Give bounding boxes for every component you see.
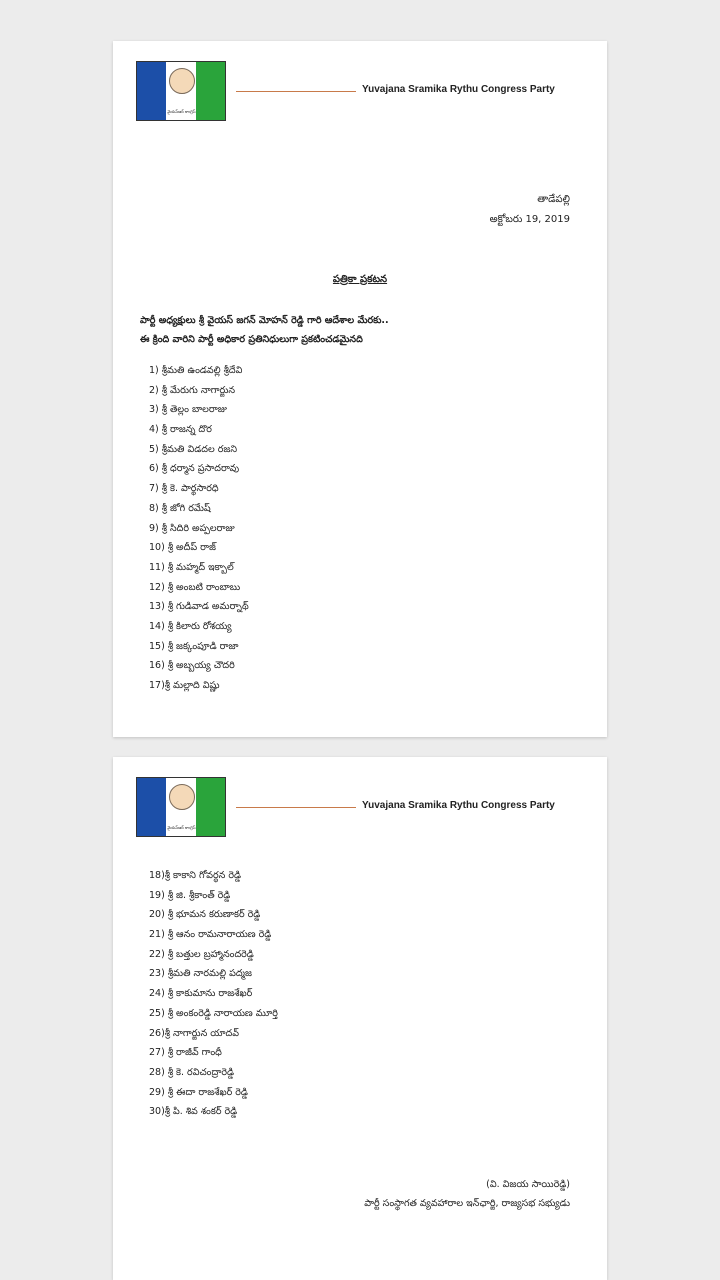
letter-date: అక్టోబరు 19, 2019	[489, 214, 570, 225]
list-item: 15) శ్రీ జక్కంపూడి రాజా	[149, 640, 239, 652]
letter-place: తాడేపల్లి	[537, 194, 570, 205]
intro-line-2: ఈ క్రింది వారిని పార్టీ అధికార ప్రతినిధులుగా ప్రకటించడమైనది	[140, 334, 363, 345]
list-item: 4) శ్రీ రాజన్న దొర	[149, 424, 212, 436]
flag-white-band	[166, 62, 195, 120]
press-release-title: పత్రికా ప్రకటన	[332, 274, 388, 285]
logo-caption: వైయస్ఆర్ కాంగ్రెస్	[167, 825, 196, 830]
list-item: 11) శ్రీ మహ్మద్ ఇక్బాల్	[149, 561, 234, 573]
list-item: 23) శ్రీమతి నారమల్లి పద్మజ	[149, 968, 252, 980]
list-item: 27) శ్రీ రాజీవ్ గాంధీ	[149, 1047, 222, 1059]
letter-page-1	[113, 41, 607, 737]
list-item: 19) శ్రీ జి. శ్రీకాంత్ రెడ్డి	[149, 889, 231, 901]
list-item: 16) శ్రీ అబ్బయ్య చౌదరి	[149, 660, 235, 672]
flag-green-band	[196, 62, 225, 120]
party-flag-logo	[136, 61, 226, 121]
list-item: 1) శ్రీమతి ఉండవల్లి శ్రీదేవి	[149, 365, 243, 376]
list-item: 7) శ్రీ కె. పార్థసారధి	[149, 483, 219, 495]
signatory-designation: పార్టీ సంస్థాగత వ్యవహారాల ఇన్‌ఛార్జి, రాజ్యసభ సభ్యుడు	[364, 1198, 570, 1209]
list-item: 13) శ్రీ గుడివాడ అమర్నాథ్	[149, 601, 249, 613]
list-item: 30)శ్రీ పి. శివ శంకర్ రెడ్డి	[149, 1106, 238, 1118]
list-item: 18)శ్రీ కాకాని గోవర్ధన రెడ్డి	[149, 870, 242, 881]
list-item: 5) శ్రీమతి విడదల రజని	[149, 443, 237, 455]
list-item: 2) శ్రీ మేరుగు నాగార్జున	[149, 384, 236, 396]
header-divider	[236, 91, 356, 92]
signature-block	[364, 1175, 570, 1213]
signatory-name: (వి. విజయ సాయిరెడ్డి)	[486, 1179, 570, 1190]
flag-white-band	[166, 778, 195, 836]
list-item: 26)శ్రీ నాగార్జున యాదవ్	[149, 1027, 239, 1039]
header-divider	[236, 807, 356, 808]
list-item: 10) శ్రీ అదీప్ రాజ్	[149, 542, 216, 554]
list-item: 8) శ్రీ జోగి రమేష్	[149, 502, 211, 514]
intro-line-1: పార్టీ అధ్యక్షులు శ్రీ వైయస్ జగన్ మోహన్ రెడ్డి గారి ఆదేశాల మేరకు..	[140, 315, 389, 326]
list-item: 28) శ్రీ కె. రవిచంద్రారెడ్డి	[149, 1066, 235, 1078]
letter-page-2	[113, 757, 607, 1280]
logo-caption: వైయస్ఆర్ కాంగ్రెస్	[167, 109, 196, 114]
party-name: Yuvajana Sramika Rythu Congress Party	[362, 84, 555, 95]
flag-green-band	[196, 778, 225, 836]
party-name: Yuvajana Sramika Rythu Congress Party	[362, 800, 555, 811]
flag-blue-band	[137, 778, 166, 836]
list-item: 3) శ్రీ తెల్లం బాలరాజు	[149, 404, 227, 416]
intro-text	[140, 311, 580, 349]
list-item: 17)శ్రీ మల్లాది విష్ణు	[149, 680, 220, 691]
list-item: 24) శ్రీ కాకుమాను రాజశేఖర్	[149, 988, 253, 1000]
list-item: 25) శ్రీ అంకంరెడ్డి నారాయణ మూర్తి	[149, 1007, 278, 1019]
spokesperson-list-1	[149, 361, 249, 696]
list-item: 20) శ్రీ భూమన కరుణాకర్ రెడ్డి	[149, 909, 261, 921]
list-item: 21) శ్రీ ఆనం రామనారాయణ రెడ్డి	[149, 929, 272, 941]
list-item: 22) శ్రీ బత్తుల బ్రహ్మానందరెడ్డి	[149, 948, 254, 960]
party-flag-logo	[136, 777, 226, 837]
flag-blue-band	[137, 62, 166, 120]
spokesperson-list-2	[149, 866, 278, 1122]
list-item: 12) శ్రీ అంబటి రాంబాబు	[149, 581, 241, 593]
leader-portrait-icon	[169, 784, 195, 810]
list-item: 6) శ్రీ ధర్మాన ప్రసాదరావు	[149, 463, 240, 475]
list-item: 9) శ్రీ సిదిరి అప్పలరాజు	[149, 522, 235, 534]
list-item: 29) శ్రీ ఈదా రాజశేఖర్ రెడ్డి	[149, 1086, 248, 1098]
list-item: 14) శ్రీ కిలారు రోశయ్య	[149, 620, 232, 632]
leader-portrait-icon	[169, 68, 195, 94]
